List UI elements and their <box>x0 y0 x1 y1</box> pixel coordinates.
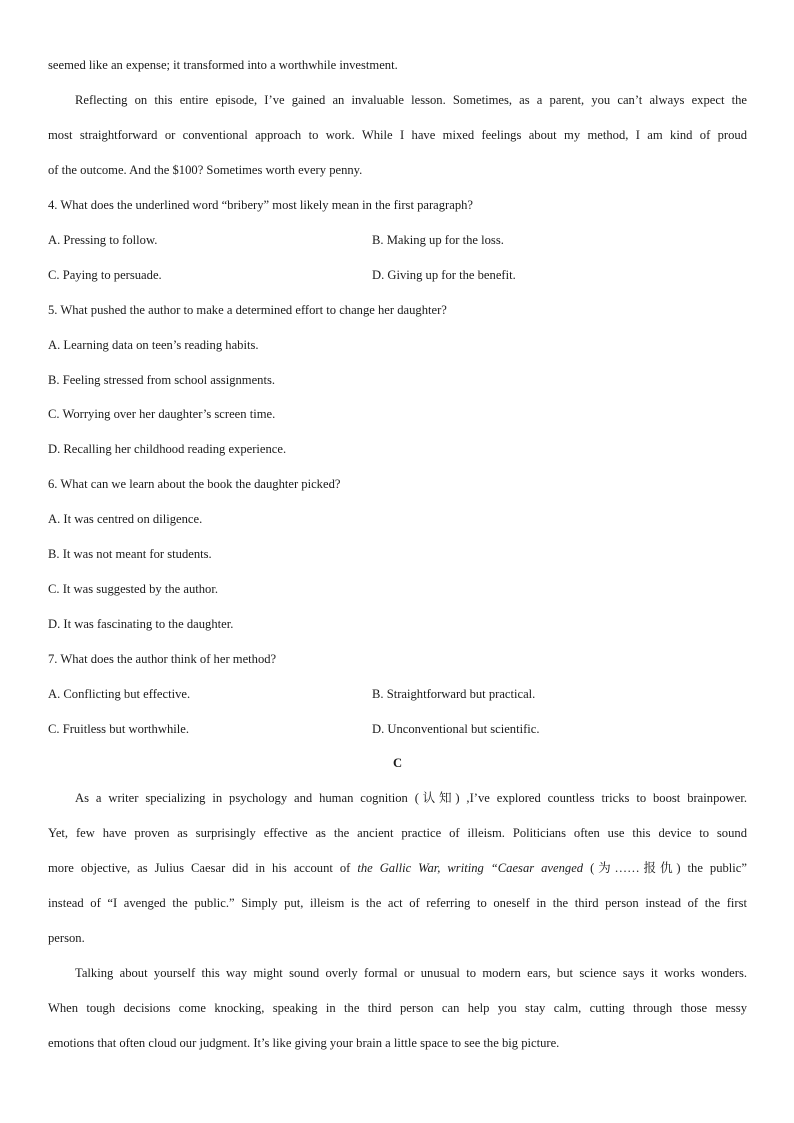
question-5-option-a[interactable]: A. Learning data on teen’s reading habits. <box>48 338 259 352</box>
question-7-stem: 7. What does the author think of her method? <box>48 652 277 666</box>
question-4-option-d[interactable]: D. Giving up for the benefit. <box>372 268 516 282</box>
question-5-option-d[interactable]: D. Recalling her childhood reading experience. <box>48 442 287 456</box>
question-4-options-row-1 <box>48 231 747 249</box>
question-4-option-c[interactable]: C. Paying to persuade. <box>48 268 162 282</box>
question-5-option-c[interactable]: C. Worrying over her daughter’s screen time. <box>48 407 276 421</box>
question-7-option-d[interactable]: D. Unconventional but scientific. <box>372 722 540 736</box>
passage-c-p1-line-2: Yet, few have proven as surprisingly effective as the ancient practice of illeism. Politicians often use this device to sound <box>48 826 747 840</box>
question-6-stem: 6. What can we learn about the book the daughter picked? <box>48 477 341 491</box>
question-6-option-d[interactable]: D. It was fascinating to the daughter. <box>48 617 234 631</box>
question-4-options-row-2 <box>48 266 747 284</box>
passage-c-heading: C <box>392 756 403 770</box>
question-4-option-b[interactable]: B. Making up for the loss. <box>372 233 504 247</box>
question-7-option-c[interactable]: C. Fruitless but worthwhile. <box>48 722 189 736</box>
question-5-stem: 5. What pushed the author to make a determined effort to change her daughter? <box>48 303 447 317</box>
reflection-line-1: Reflecting on this entire episode, I’ve gained an invaluable lesson. Sometimes, as a parent, you can’t always expect the <box>75 93 747 107</box>
p1-line-3-gloss: (为……报仇) the public” <box>583 861 747 875</box>
reflection-line-3: of the outcome. And the $100? Sometimes worth every penny. <box>48 163 363 177</box>
passage-c-p2-line-3: emotions that often cloud our judgment. It’s like giving your brain a little space to see the big picture. <box>48 1036 560 1050</box>
question-4-stem: 4. What does the underlined word “bribery” most likely mean in the first paragraph? <box>48 198 474 212</box>
question-7-options-row-1 <box>48 685 747 703</box>
passage-c-p2-line-2: When tough decisions come knocking, speaking in the third person can help you stay calm, cutting through those messy <box>48 1001 747 1015</box>
question-6-option-a[interactable]: A. It was centred on diligence. <box>48 512 203 526</box>
reflection-line-2: most straightforward or conventional approach to work. While I have mixed feelings about my method, I am kind of proud <box>48 128 747 142</box>
question-7-option-b[interactable]: B. Straightforward but practical. <box>372 687 536 701</box>
passage-c-p1-line-3 <box>48 859 747 877</box>
passage-c-p1-line-1: As a writer specializing in psychology and human cognition (认知) ,I’ve explored countless tricks to boost brainpower. <box>75 791 747 805</box>
question-5-option-b[interactable]: B. Feeling stressed from school assignments. <box>48 373 276 387</box>
question-7-options-row-2 <box>48 720 747 738</box>
question-4-option-a[interactable]: A. Pressing to follow. <box>48 233 158 247</box>
question-7-option-a[interactable]: A. Conflicting but effective. <box>48 687 191 701</box>
question-6-option-c[interactable]: C. It was suggested by the author. <box>48 582 218 596</box>
passage-b-carry-line: seemed like an expense; it transformed into a worthwhile investment. <box>48 58 398 72</box>
passage-c-p1-line-4: instead of “I avenged the public.” Simply put, illeism is the act of referring to oneself in the third person instead of the first <box>48 896 747 910</box>
passage-c-p1-line-5: person. <box>48 931 85 945</box>
passage-c-p2-line-1: Talking about yourself this way might sound overly formal or unusual to modern ears, but science says it works wonders. <box>75 966 747 980</box>
gallic-war-italic: the Gallic War, writing “Caesar avenged <box>357 861 584 875</box>
p1-line-3-text: more objective, as Julius Caesar did in his account of <box>48 861 358 875</box>
question-6-option-b[interactable]: B. It was not meant for students. <box>48 547 212 561</box>
